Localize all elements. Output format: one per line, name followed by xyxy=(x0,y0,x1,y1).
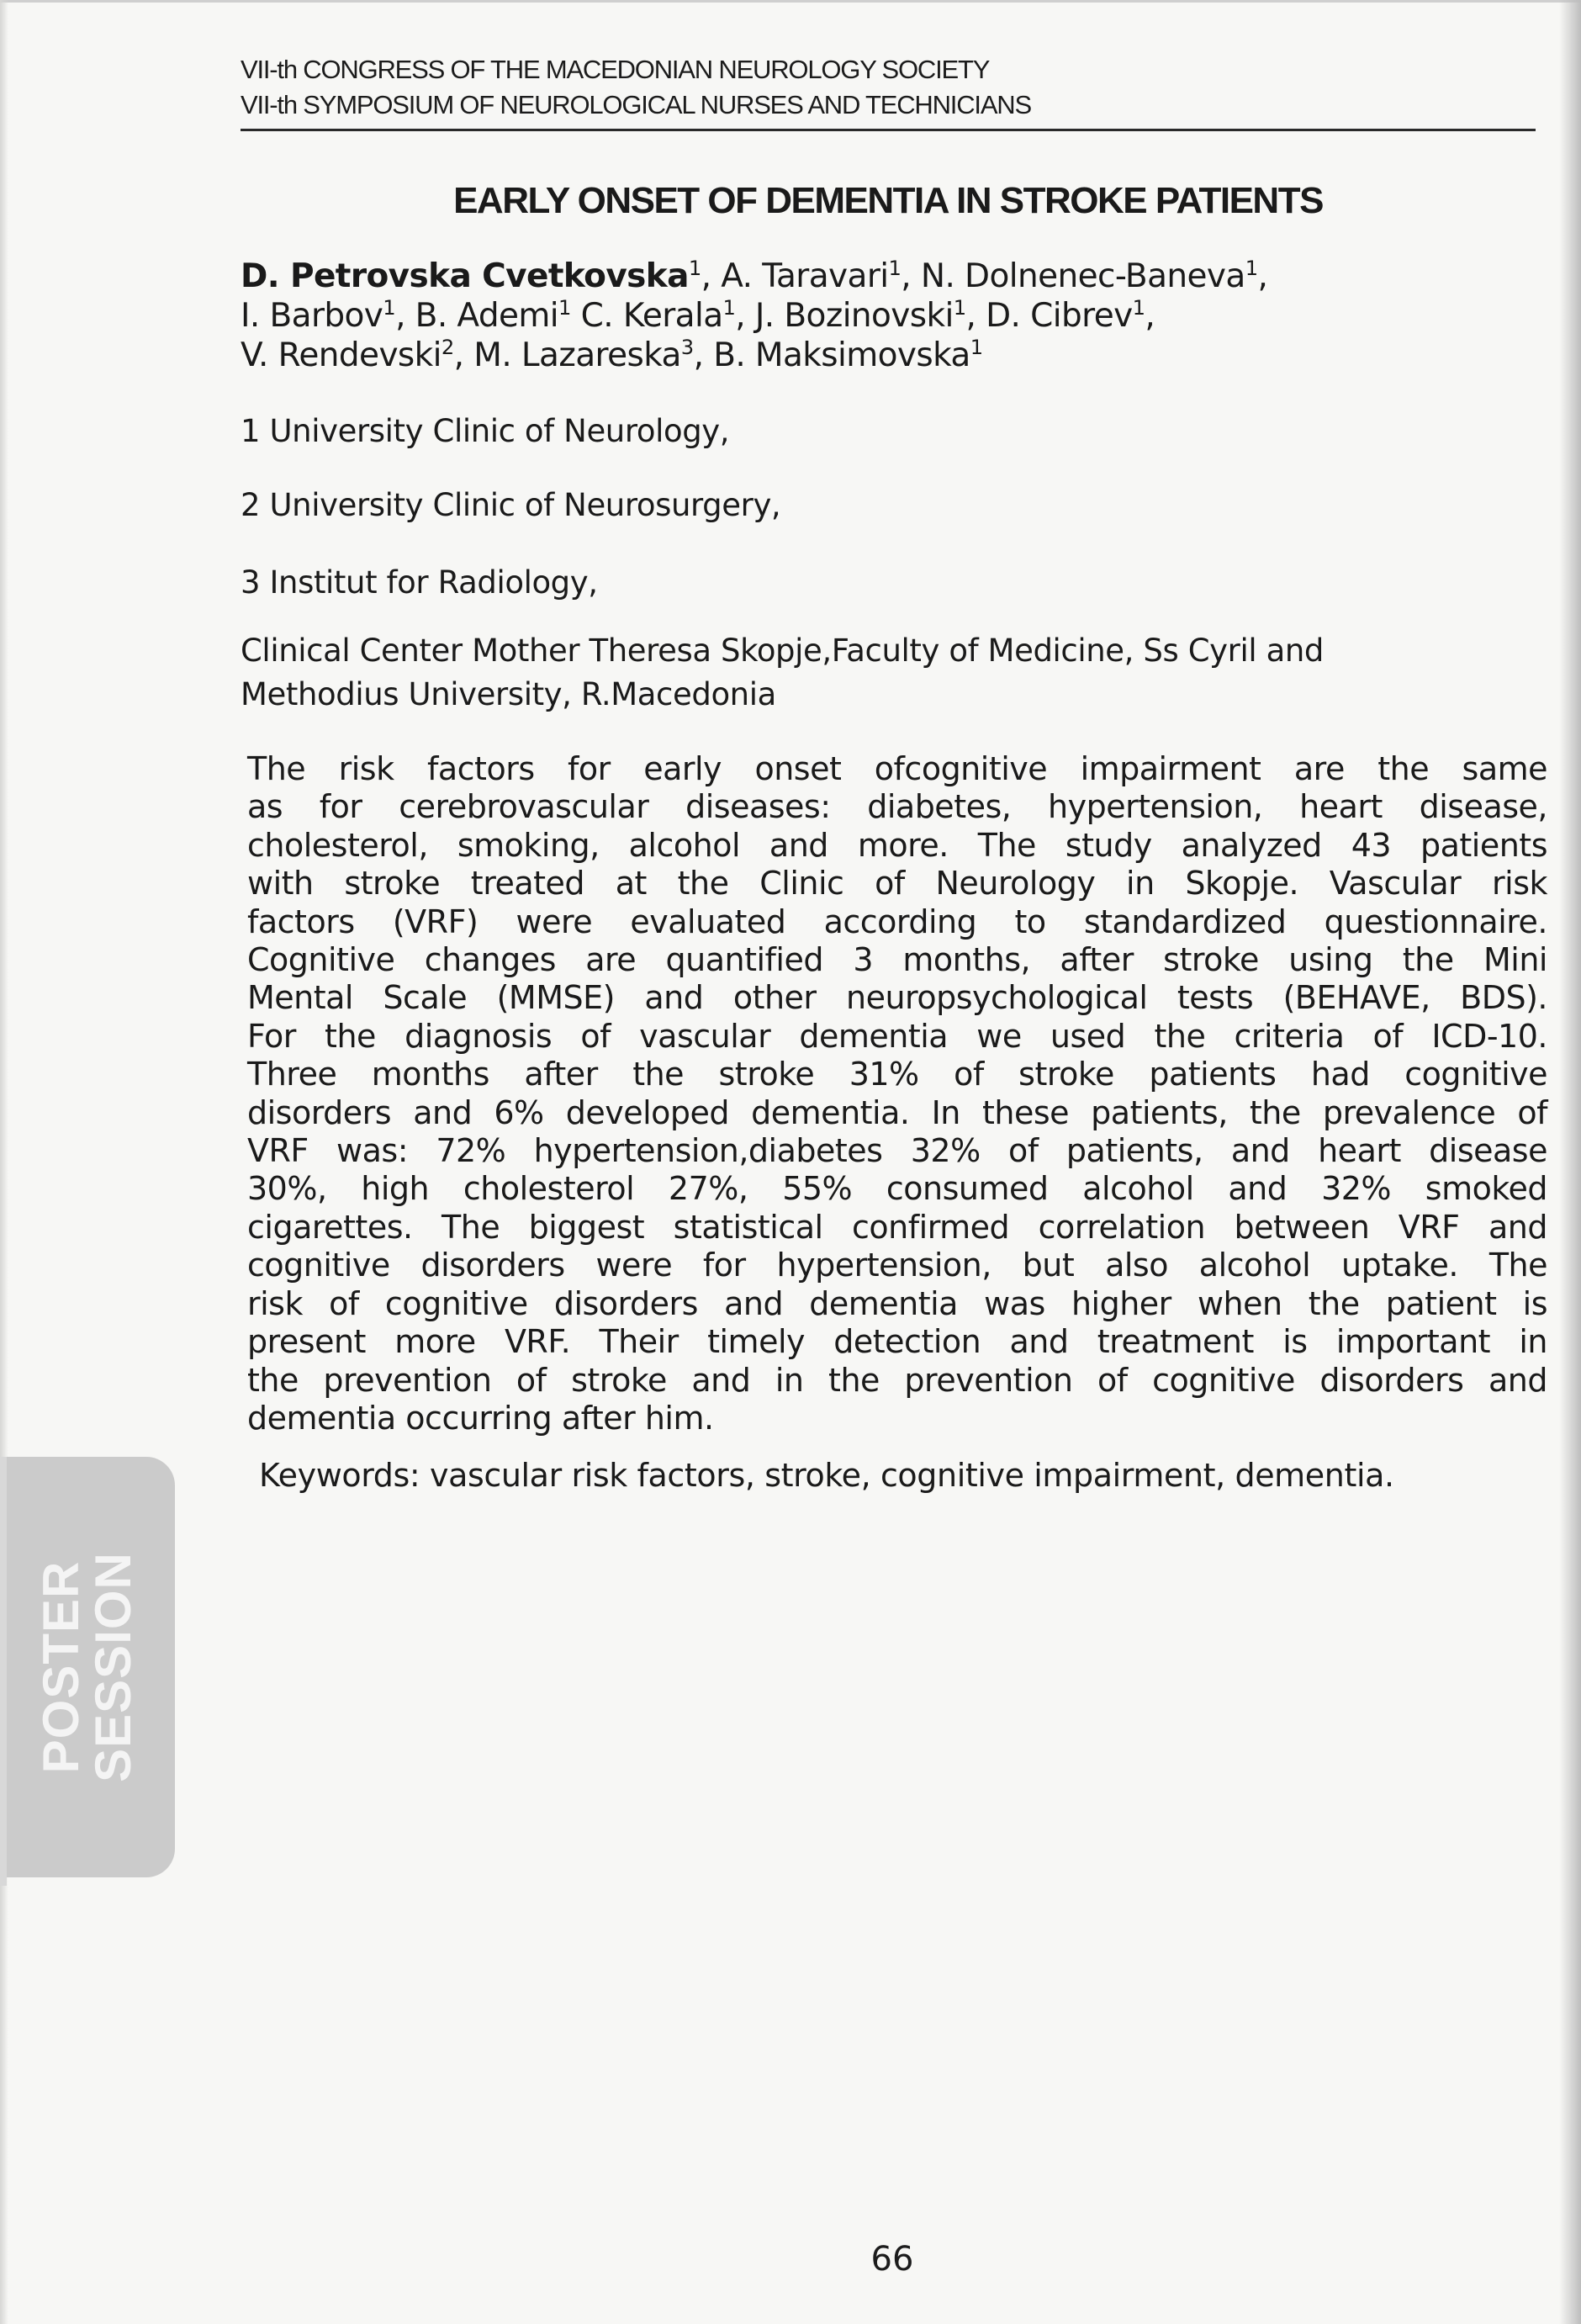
author-affiliation-mark: 1 xyxy=(970,336,983,359)
author-line-1: D. Petrovska Cvetkovska$^1$, A. Taravari$^1$, N. Dolnenec-Baneva$^1$, xyxy=(241,257,1268,295)
institution-line-2: Methodius University, R.Macedonia xyxy=(241,676,776,712)
affiliation-3: 3 Institut for Radiology, xyxy=(241,564,598,601)
author-line-2: I. Barbov$^1$, B. Ademi$^1$ C. Kerala$^1$, J. Bozinovski$^1$, D. Cibrev$^1$, xyxy=(241,296,1155,335)
author-affiliation-mark: 1 xyxy=(688,257,701,280)
abstract-line: factors (VRF) were evaluated according to standardized questionnaire. xyxy=(247,903,1547,940)
author-affiliation-mark: 1 xyxy=(888,257,902,280)
author-affiliation-mark: 1 xyxy=(558,296,571,320)
paper-title: EARLY ONSET OF DEMENTIA IN STROKE PATIENTS xyxy=(453,180,1323,221)
abstract-line: risk of cognitive disorders and dementia was higher when the patient is xyxy=(247,1284,1547,1322)
institution-line-1: Clinical Center Mother Theresa Skopje,Faculty of Medicine, Ss Cyril and xyxy=(241,633,1324,669)
page-gutter-shadow xyxy=(1559,0,1581,2324)
author-name: I. Barbov xyxy=(241,297,383,335)
author-name: N. Dolnenec-Baneva xyxy=(920,257,1245,295)
author-name: J. Bozinovski xyxy=(754,297,954,335)
side-tab-line-1: POSTER xyxy=(33,1560,89,1774)
running-header xyxy=(241,52,1536,123)
abstract-body xyxy=(247,750,1547,1437)
abstract-line: cholesterol, smoking, alcohol and more. The study analyzed 43 patients xyxy=(247,826,1547,864)
abstract-line: with stroke treated at the Clinic of Neurology in Skopje. Vascular risk xyxy=(247,865,1547,903)
author-name: A. Taravari xyxy=(721,257,889,295)
abstract-line: Cognitive changes are quantified 3 months, after stroke using the Mini xyxy=(247,941,1547,979)
abstract-line: cigarettes. The biggest statistical confirmed correlation between VRF and xyxy=(247,1208,1547,1246)
abstract-line: Mental Scale (MMSE) and other neuropsychological tests (BEHAVE, BDS). xyxy=(247,979,1547,1017)
author-affiliation-mark: 1 xyxy=(1245,257,1258,280)
side-tab-edge xyxy=(0,1457,7,1886)
author-affiliation-mark: 1 xyxy=(383,296,396,320)
abstract-line: as for cerebrovascular diseases: diabetes, hypertension, heart disease, xyxy=(247,788,1547,826)
author-name: M. Lazareska xyxy=(473,336,681,374)
author-name: C. Kerala xyxy=(580,297,723,335)
abstract-line: 30%, high cholesterol 27%, 55% consumed alcohol and 32% smoked xyxy=(247,1170,1547,1208)
abstract-line: The risk factors for early onset ofcognitive impairment are the same xyxy=(247,750,1547,787)
abstract-line: disorders and 6% developed dementia. In these patients, the prevalence of xyxy=(247,1093,1547,1131)
author-list xyxy=(241,257,1552,375)
author-name: D. Cibrev xyxy=(986,297,1133,335)
abstract-line: dementia occurring after him. xyxy=(247,1399,714,1437)
affiliation-2: 2 University Clinic of Neurosurgery, xyxy=(241,487,781,523)
institution-address xyxy=(241,629,1552,717)
abstract-line: cognitive disorders were for hypertension, but also alcohol uptake. The xyxy=(247,1247,1547,1284)
running-header-line-1: VII-th CONGRESS OF THE MACEDONIAN NEUROLOGY SOCIETY xyxy=(241,55,990,84)
abstract-line: the prevention of stroke and in the prevention of cognitive disorders and xyxy=(247,1361,1547,1399)
abstract-line: For the diagnosis of vascular dementia we used the criteria of ICD-10. xyxy=(247,1017,1547,1055)
author-affiliation-mark: 1 xyxy=(722,296,736,320)
side-tab-line-2: SESSION xyxy=(85,1552,141,1782)
author-affiliation-mark: 3 xyxy=(680,336,694,359)
author-affiliation-mark: 2 xyxy=(441,336,454,359)
author-affiliation-mark: 1 xyxy=(953,296,966,320)
affiliation-1: 1 University Clinic of Neurology, xyxy=(241,413,730,449)
author-name: V. Rendevski xyxy=(241,336,442,374)
abstract-line: Three months after the stroke 31% of stroke patients had cognitive xyxy=(247,1056,1547,1093)
header-rule xyxy=(241,129,1536,131)
page-left-shadow xyxy=(0,0,8,2324)
author-affiliation-mark: 1 xyxy=(1132,296,1145,320)
abstract-line: present more VRF. Their timely detection and treatment is important in xyxy=(247,1323,1547,1361)
author-line-3: V. Rendevski$^2$, M. Lazareska$^3$, B. Maksimovska$^1$ xyxy=(241,336,983,374)
keywords: Keywords: vascular risk factors, stroke, cognitive impairment, dementia. xyxy=(259,1457,1394,1494)
author-name: B. Maksimovska xyxy=(713,336,970,374)
page-top-edge xyxy=(0,0,1581,3)
author-name: B. Ademi xyxy=(415,297,558,335)
author-name: D. Petrovska Cvetkovska xyxy=(241,257,689,295)
poster-session-label xyxy=(35,1552,140,1782)
running-header-line-2: VII-th SYMPOSIUM OF NEUROLOGICAL NURSES AND TECHNICIANS xyxy=(241,90,1031,119)
abstract-line: VRF was: 72% hypertension,diabetes 32% of patients, and heart disease xyxy=(247,1132,1547,1170)
page-number: 66 xyxy=(870,2240,914,2279)
